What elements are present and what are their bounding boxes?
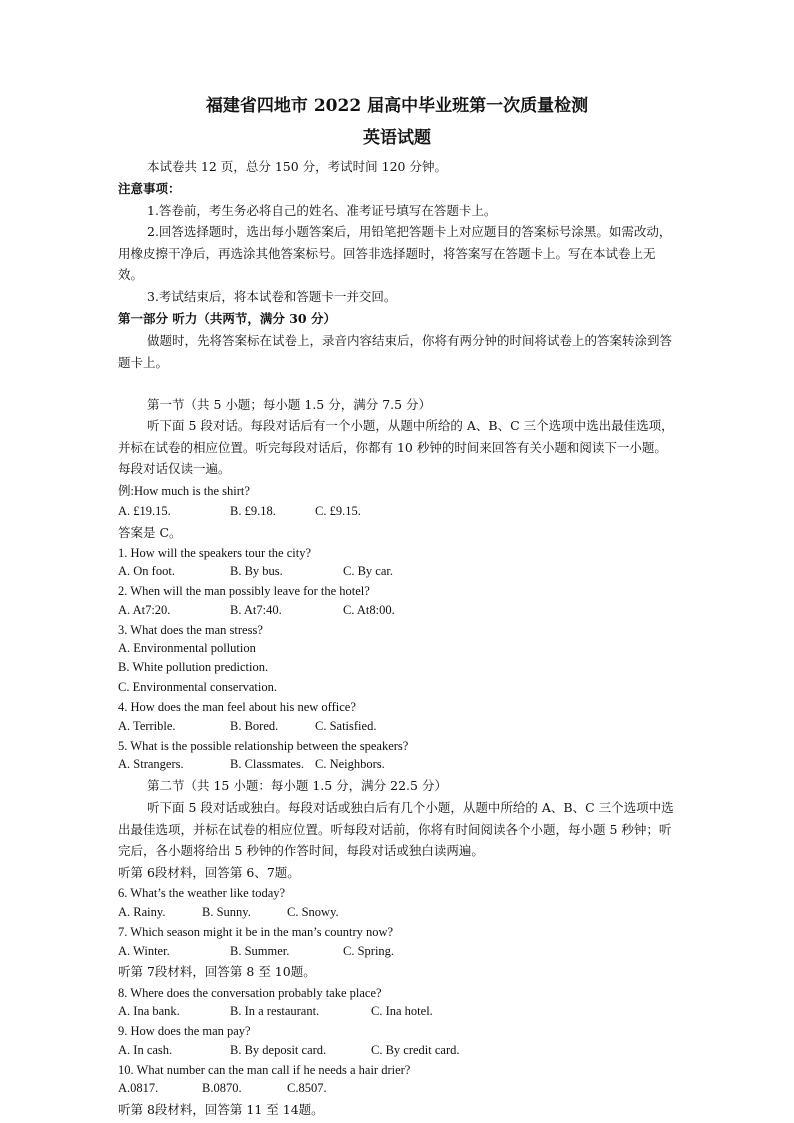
option-c: C. Neighbors. [315,757,385,771]
option-c: C. By credit card. [371,1043,460,1057]
option-a: A. Rainy. [118,905,166,919]
material-note: 听第 6段材料，回答第 6、7题。 [118,865,300,880]
example-option-b: B. £9.18. [230,504,276,518]
part1-heading: 第一部分 听力（共两节，满分 30 分） [118,311,336,326]
option-b: B. In a restaurant. [230,1004,320,1018]
option-a: A. At7:20. [118,603,171,617]
notes-heading: 注意事项： [118,181,181,196]
option-c: C. By car. [343,564,393,578]
question: 5. What is the possible relationship between the speakers? [118,739,409,753]
section2-instruction: 听下面 5 段对话或独白。每段对话或独白后有几个小题，从题中所给的 A、B、C 三个选项中选出最佳选项，并标在试卷的相应位置。听每段对话前，你将有时间阅读各个小题，每小题 5 秒钟；听完后，各小题将给出 5 秒钟的作答时间，每段对话或独白读两遍。 [118,800,674,858]
question: 4. How does the man feel about his new office? [118,700,356,714]
exam-intro: 本试卷共 12 页，总分 150 分，考试时间 120 分钟。 [147,159,447,174]
section2-heading: 第二节（共 15 小题：每小题 1.5 分，满分 22.5 分） [147,778,447,793]
note-item: 2.回答选择题时，选出每小题答案后，用铅笔把答题卡上对应题目的答案标号涂黑。如需改动，用橡皮擦干净后，再选涂其他答案标号。回答非选择题时，将答案写在答题卡上。写在本试卷上无效。 [118,224,672,282]
option-b: B. By bus. [230,564,283,578]
option-a: A. In cash. [118,1043,173,1057]
option-c: C. Spring. [343,944,395,958]
option-b: B. White pollution prediction. [118,660,269,674]
exam-subtitle: 英语试题 [363,128,431,148]
option-b: B. Summer. [230,944,290,958]
option-c: C. At8:00. [343,603,395,617]
option-a: A.0817. [118,1081,159,1095]
option-b: B. Sunny. [202,905,251,919]
material-note: 听第 8段材料，回答第 11 至 14题。 [118,1102,324,1117]
question: 10. What number can the man call if he needs a hair drier? [118,1063,411,1077]
section1-instruction: 听下面 5 段对话。每段对话后有一个小题，从题中所给的 A、B、C 三个选项中选出最佳选项，并标在试卷的相应位置。听完每段对话后，你都有 10 秒钟的时间来回答有关小题和阅读下一小题。每段对话仅读一遍。 [118,418,674,476]
option-b: B. By deposit card. [230,1043,327,1057]
section1-heading: 第一节（共 5 小题；每小题 1.5 分，满分 7.5 分） [147,397,432,412]
question: 7. Which season might it be in the man’s country now? [118,925,394,939]
option-a: A. Winter. [118,944,170,958]
question: 9. How does the man pay? [118,1024,251,1038]
part1-instruction: 做题时，先将答案标在试卷上，录音内容结束后，你将有两分钟的时间将试卷上的答案转涂到答题卡上。 [118,333,673,370]
example-question: 例:How much is the shirt? [118,484,250,498]
option-c: C. Environmental conservation. [118,680,277,694]
question: 3. What does the man stress? [118,623,263,637]
option-b: B.0870. [202,1081,242,1095]
option-a: A. Strangers. [118,757,184,771]
option-c: C. Ina hotel. [371,1004,433,1018]
option-b: B. Classmates. [230,757,304,771]
question: 1. How will the speakers tour the city? [118,546,312,560]
option-c: C.8507. [287,1081,327,1095]
question: 2. When will the man possibly leave for the hotel? [118,584,370,598]
option-b: B. At7:40. [230,603,282,617]
example-answer: 答案是 C。 [118,525,182,540]
question: 8. Where does the conversation probably take place? [118,986,382,1000]
option-c: C. Snowy. [287,905,339,919]
option-a: A. Terrible. [118,719,176,733]
example-option-c: C. £9.15. [315,504,361,518]
note-item: 3.考试结束后，将本试卷和答题卡一并交回。 [147,289,397,304]
exam-title: 福建省四地市 2022 届高中毕业班第一次质量检测 [205,96,589,116]
question: 6. What’s the weather like today? [118,886,286,900]
option-a: A. Environmental pollution [118,641,256,655]
material-note: 听第 7段材料，回答第 8 至 10题。 [118,964,316,979]
option-c: C. Satisfied. [315,719,377,733]
example-option-a: A. £19.15. [118,504,171,518]
option-b: B. Bored. [230,719,279,733]
option-a: A. On foot. [118,564,175,578]
note-item: 1.答卷前，考生务必将自己的姓名、准考证号填写在答题卡上。 [147,203,497,218]
option-a: A. Ina bank. [118,1004,180,1018]
